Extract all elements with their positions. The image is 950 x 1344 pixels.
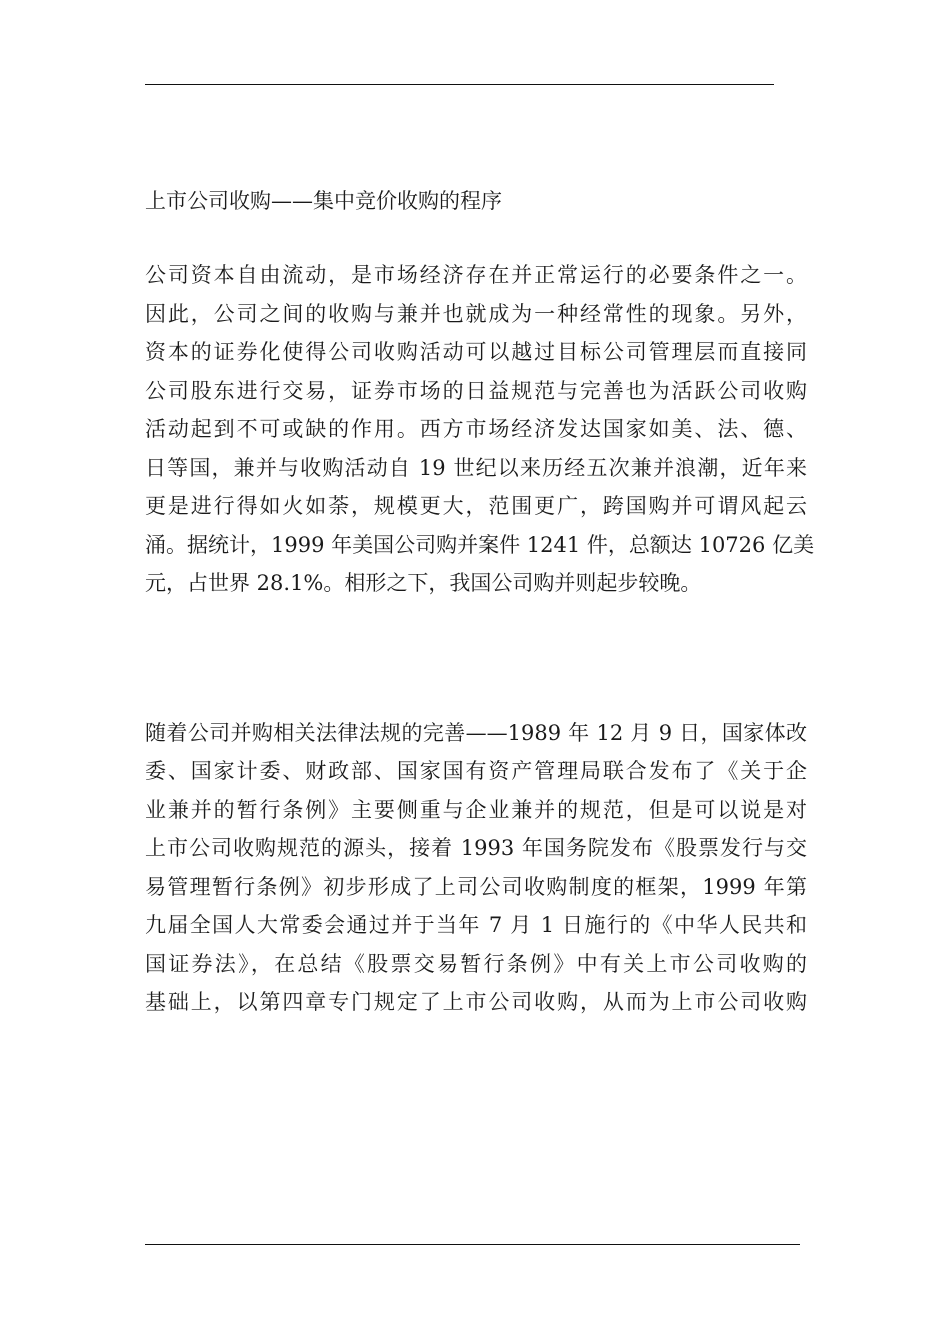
paragraph-line: 国证券法》，在总结《股票交易暂行条例》中有关上市公司收购的 (145, 951, 807, 976)
paragraph-2 (145, 714, 807, 1022)
paragraph-line: 更是进行得如火如荼，规模更大，范围更广，跨国购并可谓风起云 (145, 494, 807, 518)
paragraph-line: 涌。据统计，1999 年美国公司购并案件 1241 件，总额达 10726 亿美 (145, 532, 815, 557)
paragraph-line: 上市公司收购规范的源头，接着 1993 年国务院发布《股票发行与交 (145, 836, 807, 860)
document-body (145, 184, 815, 1022)
paragraph-line: 随着公司并购相关法律法规的完善——1989 年 12 月 9 日，国家体改 (145, 720, 807, 745)
paragraph-line: 资本的证券化使得公司收购活动可以越过目标公司管理层而直接同 (145, 340, 807, 364)
paragraph-line: 公司资本自由流动，是市场经济存在并正常运行的必要条件之一。 (145, 263, 807, 287)
paragraph-line: 活动起到不可或缺的作用。西方市场经济发达国家如美、法、德、 (145, 417, 807, 441)
paragraph-line: 日等国，兼并与收购活动自 19 世纪以来历经五次兼并浪潮，近年来 (145, 455, 807, 480)
paragraph-line: 元，占世界 28.1%。相形之下，我国公司购并则起步较晚。 (145, 571, 702, 595)
paragraph-line: 九届全国人大常委会通过并于当年 7 月 1 日施行的《中华人民共和 (145, 913, 807, 937)
paragraph-line: 业兼并的暂行条例》主要侧重与企业兼并的规范，但是可以说是对 (145, 797, 807, 822)
document-title: 上市公司收购——集中竞价收购的程序 (145, 189, 502, 213)
paragraph-spacer (145, 603, 807, 714)
paragraph-line: 委、国家计委、财政部、国家国有资产管理局联合发布了《关于企 (145, 759, 807, 783)
paragraph-line: 因此，公司之间的收购与兼并也就成为一种经常性的现象。另外， (145, 301, 807, 326)
paragraph-line: 公司股东进行交易，证券市场的日益规范与完善也为活跃公司收购 (145, 378, 807, 403)
paragraph-1 (145, 256, 815, 603)
paragraph-line: 基础上，以第四章专门规定了上市公司收购，从而为上市公司收购 (145, 990, 807, 1014)
footer-rule (145, 1244, 800, 1245)
paragraph-line: 易管理暂行条例》初步形成了上司公司收购制度的框架，1999 年第 (145, 874, 807, 899)
header-rule (145, 84, 774, 85)
